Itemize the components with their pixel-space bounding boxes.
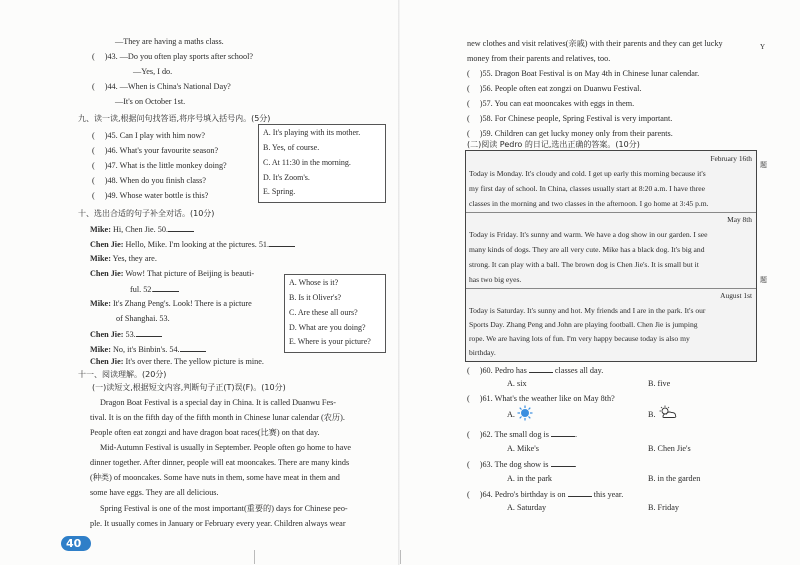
option-a: A. six bbox=[507, 379, 527, 388]
diary-line: classes in the morning and two classes in the afternoon. I go home at 3:45 p.m. bbox=[469, 199, 709, 208]
edge-mark: Y bbox=[760, 43, 766, 51]
question-60: ( )60. Pedro has classes all day. bbox=[467, 366, 604, 375]
passage-line: People often eat zongzi and have dragon boat races(比赛) on that day. bbox=[90, 428, 320, 437]
passage-line: money from their parents and relatives, too. bbox=[467, 54, 611, 63]
page-number-badge: 40 bbox=[57, 535, 97, 553]
question-45: ( )45. Can I play with him now? bbox=[92, 131, 206, 140]
dialogue-51: Chen Jie: Hello, Mike. I'm looking at the pictures. 51. bbox=[90, 238, 295, 250]
question-48: ( )48. When do you finish class? bbox=[92, 176, 206, 185]
option-d: D. It's Zoom's. bbox=[263, 173, 310, 182]
passage-line: ple. It usually comes in January or February every year. Children always wear bbox=[90, 519, 346, 528]
option-e: E. Spring. bbox=[263, 187, 296, 196]
section-11-title: 十一、阅读理解。(20分) bbox=[78, 370, 167, 379]
diary-line: many kinds of dogs. They are all very cute. Mike has a black dog. It's big and bbox=[469, 245, 705, 254]
divider bbox=[466, 288, 756, 289]
option-e: E. Where is your picture? bbox=[289, 337, 371, 346]
section-b-title: (二)阅读 Pedro 的日记,选出正确的答案。(10分) bbox=[467, 140, 640, 149]
question-57: ( )57. You can eat mooncakes with eggs in them. bbox=[467, 99, 635, 108]
option-a: A. Saturday bbox=[507, 503, 547, 512]
fold-mark bbox=[400, 550, 401, 564]
option-b: B. bbox=[648, 410, 656, 419]
option-a: A. bbox=[507, 410, 515, 419]
edge-mark: 题 bbox=[760, 161, 767, 169]
answer-options-box-9 bbox=[258, 124, 386, 203]
passage-line: Dragon Boat Festival is a special day in China. It is called Duanwu Fes- bbox=[100, 398, 337, 407]
passage-line: new clothes and visit relatives(亲戚) with their parents and they can get lucky bbox=[467, 39, 723, 48]
question-59: ( )59. Children can get lucky money only from their parents. bbox=[467, 129, 673, 138]
diary-line: has two big eyes. bbox=[469, 275, 522, 284]
passage-line: Mid-Autumn Festival is usually in September. People often go home to have bbox=[100, 443, 352, 452]
edge-mark: 题 bbox=[760, 276, 767, 284]
option-d: D. What are you doing? bbox=[289, 323, 366, 332]
dialogue-53: Chen Jie: 53. bbox=[90, 328, 162, 340]
question-61: ( )61. What's the weather like on May 8th? bbox=[467, 394, 615, 403]
answer-options-box-10 bbox=[284, 274, 386, 353]
question-63: ( )63. The dog show is . bbox=[467, 460, 577, 469]
dialogue-52: ful. 52. bbox=[130, 283, 179, 295]
question-62: ( )62. The small dog is . bbox=[467, 430, 578, 439]
diary-line: Today is Friday. It's sunny and warm. We have a dog show in our garden. I see bbox=[469, 230, 708, 239]
question-56: ( )56. People often eat zongzi on Duanwu Festival. bbox=[467, 84, 642, 93]
question-58: ( )58. For Chinese people, Spring Festival is very important. bbox=[467, 114, 673, 123]
dialogue-line: Chen Jie: Wow! That picture of Beijing is beauti- bbox=[90, 269, 255, 278]
dialogue-line: —Yes, I do. bbox=[133, 67, 173, 76]
question-44: ( )44. —When is China's National Day? bbox=[92, 82, 231, 91]
diary-line: birthday. bbox=[469, 348, 496, 357]
divider bbox=[466, 212, 756, 213]
diary-line: rope. We are having lots of fun. I'm very happy because today is also my bbox=[469, 334, 690, 343]
question-55: ( )55. Dragon Boat Festival is on May 4th in Chinese lunar calendar. bbox=[467, 69, 700, 78]
dialogue-line: —They are having a maths class. bbox=[115, 37, 224, 46]
passage-line: (种类) of mooncakes. Some have nuts in them, some have meat in them and bbox=[90, 473, 340, 482]
option-c: C. Are these all ours? bbox=[289, 308, 358, 317]
dialogue-54: Mike: No, it's Binbin's. 54. bbox=[90, 343, 206, 355]
option-b: B. Yes, of course. bbox=[263, 143, 320, 152]
option-b: B. Friday bbox=[648, 503, 679, 512]
section-10-title: 十、选出合适的句子补全对话。(10分) bbox=[78, 209, 215, 218]
section-11-sub-title: (一)读短文,根据短文内容,判断句子正(T)误(F)。(10分) bbox=[92, 383, 286, 392]
question-64: ( )64. Pedro's birthday is on this year. bbox=[467, 490, 624, 499]
option-a: A. in the park bbox=[507, 474, 553, 483]
dialogue-line: —It's on October 1st. bbox=[115, 97, 186, 106]
sun-icon bbox=[517, 405, 533, 421]
dialogue-53-prompt: of Shanghai. 53. bbox=[116, 314, 170, 323]
passage-line: Spring Festival is one of the most important(重要的) days for Chinese peo- bbox=[100, 504, 348, 513]
cloud-sun-icon bbox=[658, 405, 678, 419]
pedro-diary bbox=[465, 150, 757, 362]
diary-date: February 16th bbox=[710, 154, 752, 163]
option-b: B. Chen Jie's bbox=[648, 444, 691, 453]
option-c: C. At 11:30 in the morning. bbox=[263, 158, 351, 167]
option-a: A. It's playing with its mother. bbox=[263, 128, 361, 137]
diary-line: Today is Saturday. It's sunny and hot. My friends and I are in the park. It's our bbox=[469, 306, 706, 315]
dialogue-line: Chen Jie: It's over there. The yellow picture is mine. bbox=[90, 357, 264, 366]
question-46: ( )46. What's your favourite season? bbox=[92, 146, 219, 155]
section-9-title: 九、读一读,根据问句找答语,将序号填入括号内。(5分) bbox=[78, 114, 271, 123]
diary-line: Sports Day. Zhang Peng and John are playing football. Chen Jie is jumping bbox=[469, 320, 698, 329]
question-43: ( )43. —Do you often play sports after school? bbox=[92, 52, 253, 61]
passage-line: some have eggs. They are all delicious. bbox=[90, 488, 219, 497]
option-a: A. Whose is it? bbox=[289, 278, 339, 287]
option-b: B. five bbox=[648, 379, 671, 388]
diary-date: August 1st bbox=[720, 291, 752, 300]
question-49: ( )49. Whose water bottle is this? bbox=[92, 191, 209, 200]
option-b: B. Is it Oliver's? bbox=[289, 293, 342, 302]
dialogue-line: Mike: It's Zhang Peng's. Look! There is a picture bbox=[90, 299, 252, 308]
passage-line: dinner together. After dinner, people will eat mooncakes. There are many kinds bbox=[90, 458, 350, 467]
fold-mark bbox=[254, 550, 255, 564]
passage-line: tival. It is on the fifth day of the fifth month in Chinese lunar calendar (农历). bbox=[90, 413, 345, 422]
dialogue-line: Mike: Yes, they are. bbox=[90, 254, 157, 263]
dialogue-50: Mike: Hi, Chen Jie. 50. bbox=[90, 223, 194, 235]
option-a: A. Mike's bbox=[507, 444, 539, 453]
diary-line: my first day of school. In China, classes usually start at 8:20 a.m. I have three bbox=[469, 184, 705, 193]
diary-line: Today is Monday. It's cloudy and cold. I get up early this morning because it's bbox=[469, 169, 706, 178]
diary-line: strong. It can play with a ball. The brown dog is Chen Jie's. It is small but it bbox=[469, 260, 699, 269]
diary-date: May 8th bbox=[727, 215, 752, 224]
option-b: B. in the garden bbox=[648, 474, 701, 483]
question-47: ( )47. What is the little monkey doing? bbox=[92, 161, 227, 170]
